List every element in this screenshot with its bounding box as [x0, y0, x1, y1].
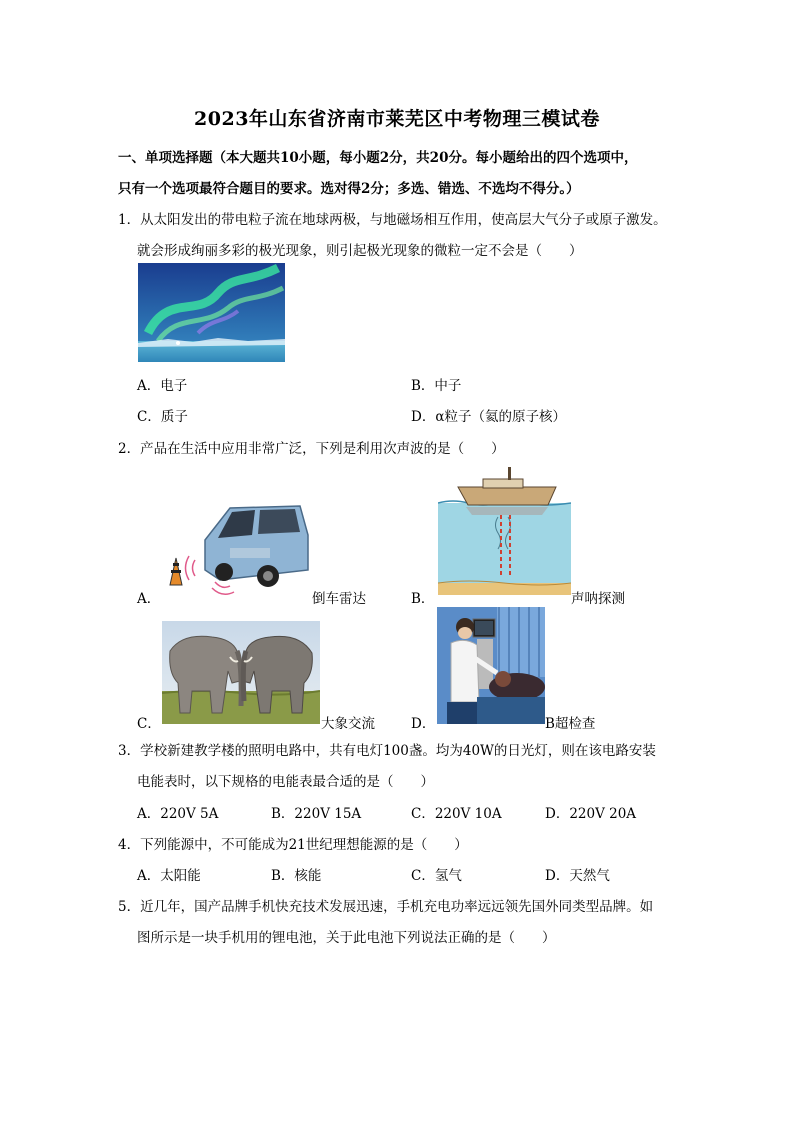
q3-option-b: B．220V 15A	[271, 806, 362, 822]
elephants-image	[162, 621, 320, 724]
q3-stem-line2: 电能表时，以下规格的电能表最合适的是（ ）	[137, 774, 434, 790]
section-header-line2: 只有一个选项最符合题目的要求。选对得2分；多选、错选、不选均不得分。）	[118, 181, 580, 197]
page-title: 2023年山东省济南市莱芜区中考物理三模试卷	[194, 108, 600, 130]
q2-option-d-caption: B超检查	[545, 716, 596, 732]
q2-option-b-label: B．	[411, 591, 435, 607]
q1-option-d: D．α粒子（氦的原子核）	[411, 409, 566, 425]
q3-option-a: A．220V 5A	[137, 806, 219, 822]
q2-option-c-label: C．	[137, 716, 161, 732]
reversing-radar-image	[160, 500, 310, 600]
q4-option-b: B．核能	[271, 868, 322, 884]
aurora-image	[138, 263, 285, 362]
q1-stem-line1: 1．从太阳发出的带电粒子流在地球两极，与地磁场相互作用，使高层大气分子或原子激发。	[118, 212, 667, 228]
q4-option-c: C．氢气	[411, 868, 462, 884]
q3-stem-line1: 3．学校新建教学楼的照明电路中，共有电灯100盏。均为40W的日光灯，则在该电路安装	[118, 743, 656, 759]
section-header-line1: 一、单项选择题（本大题共10小题，每小题2分，共20分。每小题给出的四个选项中，	[118, 150, 638, 166]
q4-option-a: A．太阳能	[137, 868, 201, 884]
q1-option-c: C．质子	[137, 409, 188, 425]
q1-option-a: A．电子	[137, 378, 188, 394]
q3-option-c: C．220V 10A	[411, 806, 502, 822]
q5-stem-line1: 5．近几年，国产品牌手机快充技术发展迅速，手机充电功率远远领先国外同类型品牌。如	[118, 899, 654, 915]
q1-option-b: B．中子	[411, 378, 462, 394]
q2-option-a-label: A．	[137, 591, 161, 607]
q2-option-a-caption: 倒车雷达	[312, 591, 366, 607]
q5-stem-line2: 图所示是一块手机用的锂电池，关于此电池下列说法正确的是（ ）	[137, 930, 556, 946]
q1-stem-line2: 就会形成绚丽多彩的极光现象，则引起极光现象的微粒一定不会是（ ）	[137, 243, 583, 259]
q2-option-c-caption: 大象交流	[321, 716, 375, 732]
q3-option-d: D．220V 20A	[545, 806, 637, 822]
sonar-ship-image	[438, 465, 571, 595]
q2-stem: 2．产品在生活中应用非常广泛，下列是利用次声波的是（ ）	[118, 441, 505, 457]
q2-option-b-caption: 声呐探测	[571, 591, 625, 607]
q4-stem: 4．下列能源中，不可能成为21世纪理想能源的是（ ）	[118, 837, 468, 853]
ultrasound-exam-image	[437, 607, 545, 724]
q4-option-d: D．天然气	[545, 868, 610, 884]
q2-option-d-label: D．	[411, 716, 436, 732]
